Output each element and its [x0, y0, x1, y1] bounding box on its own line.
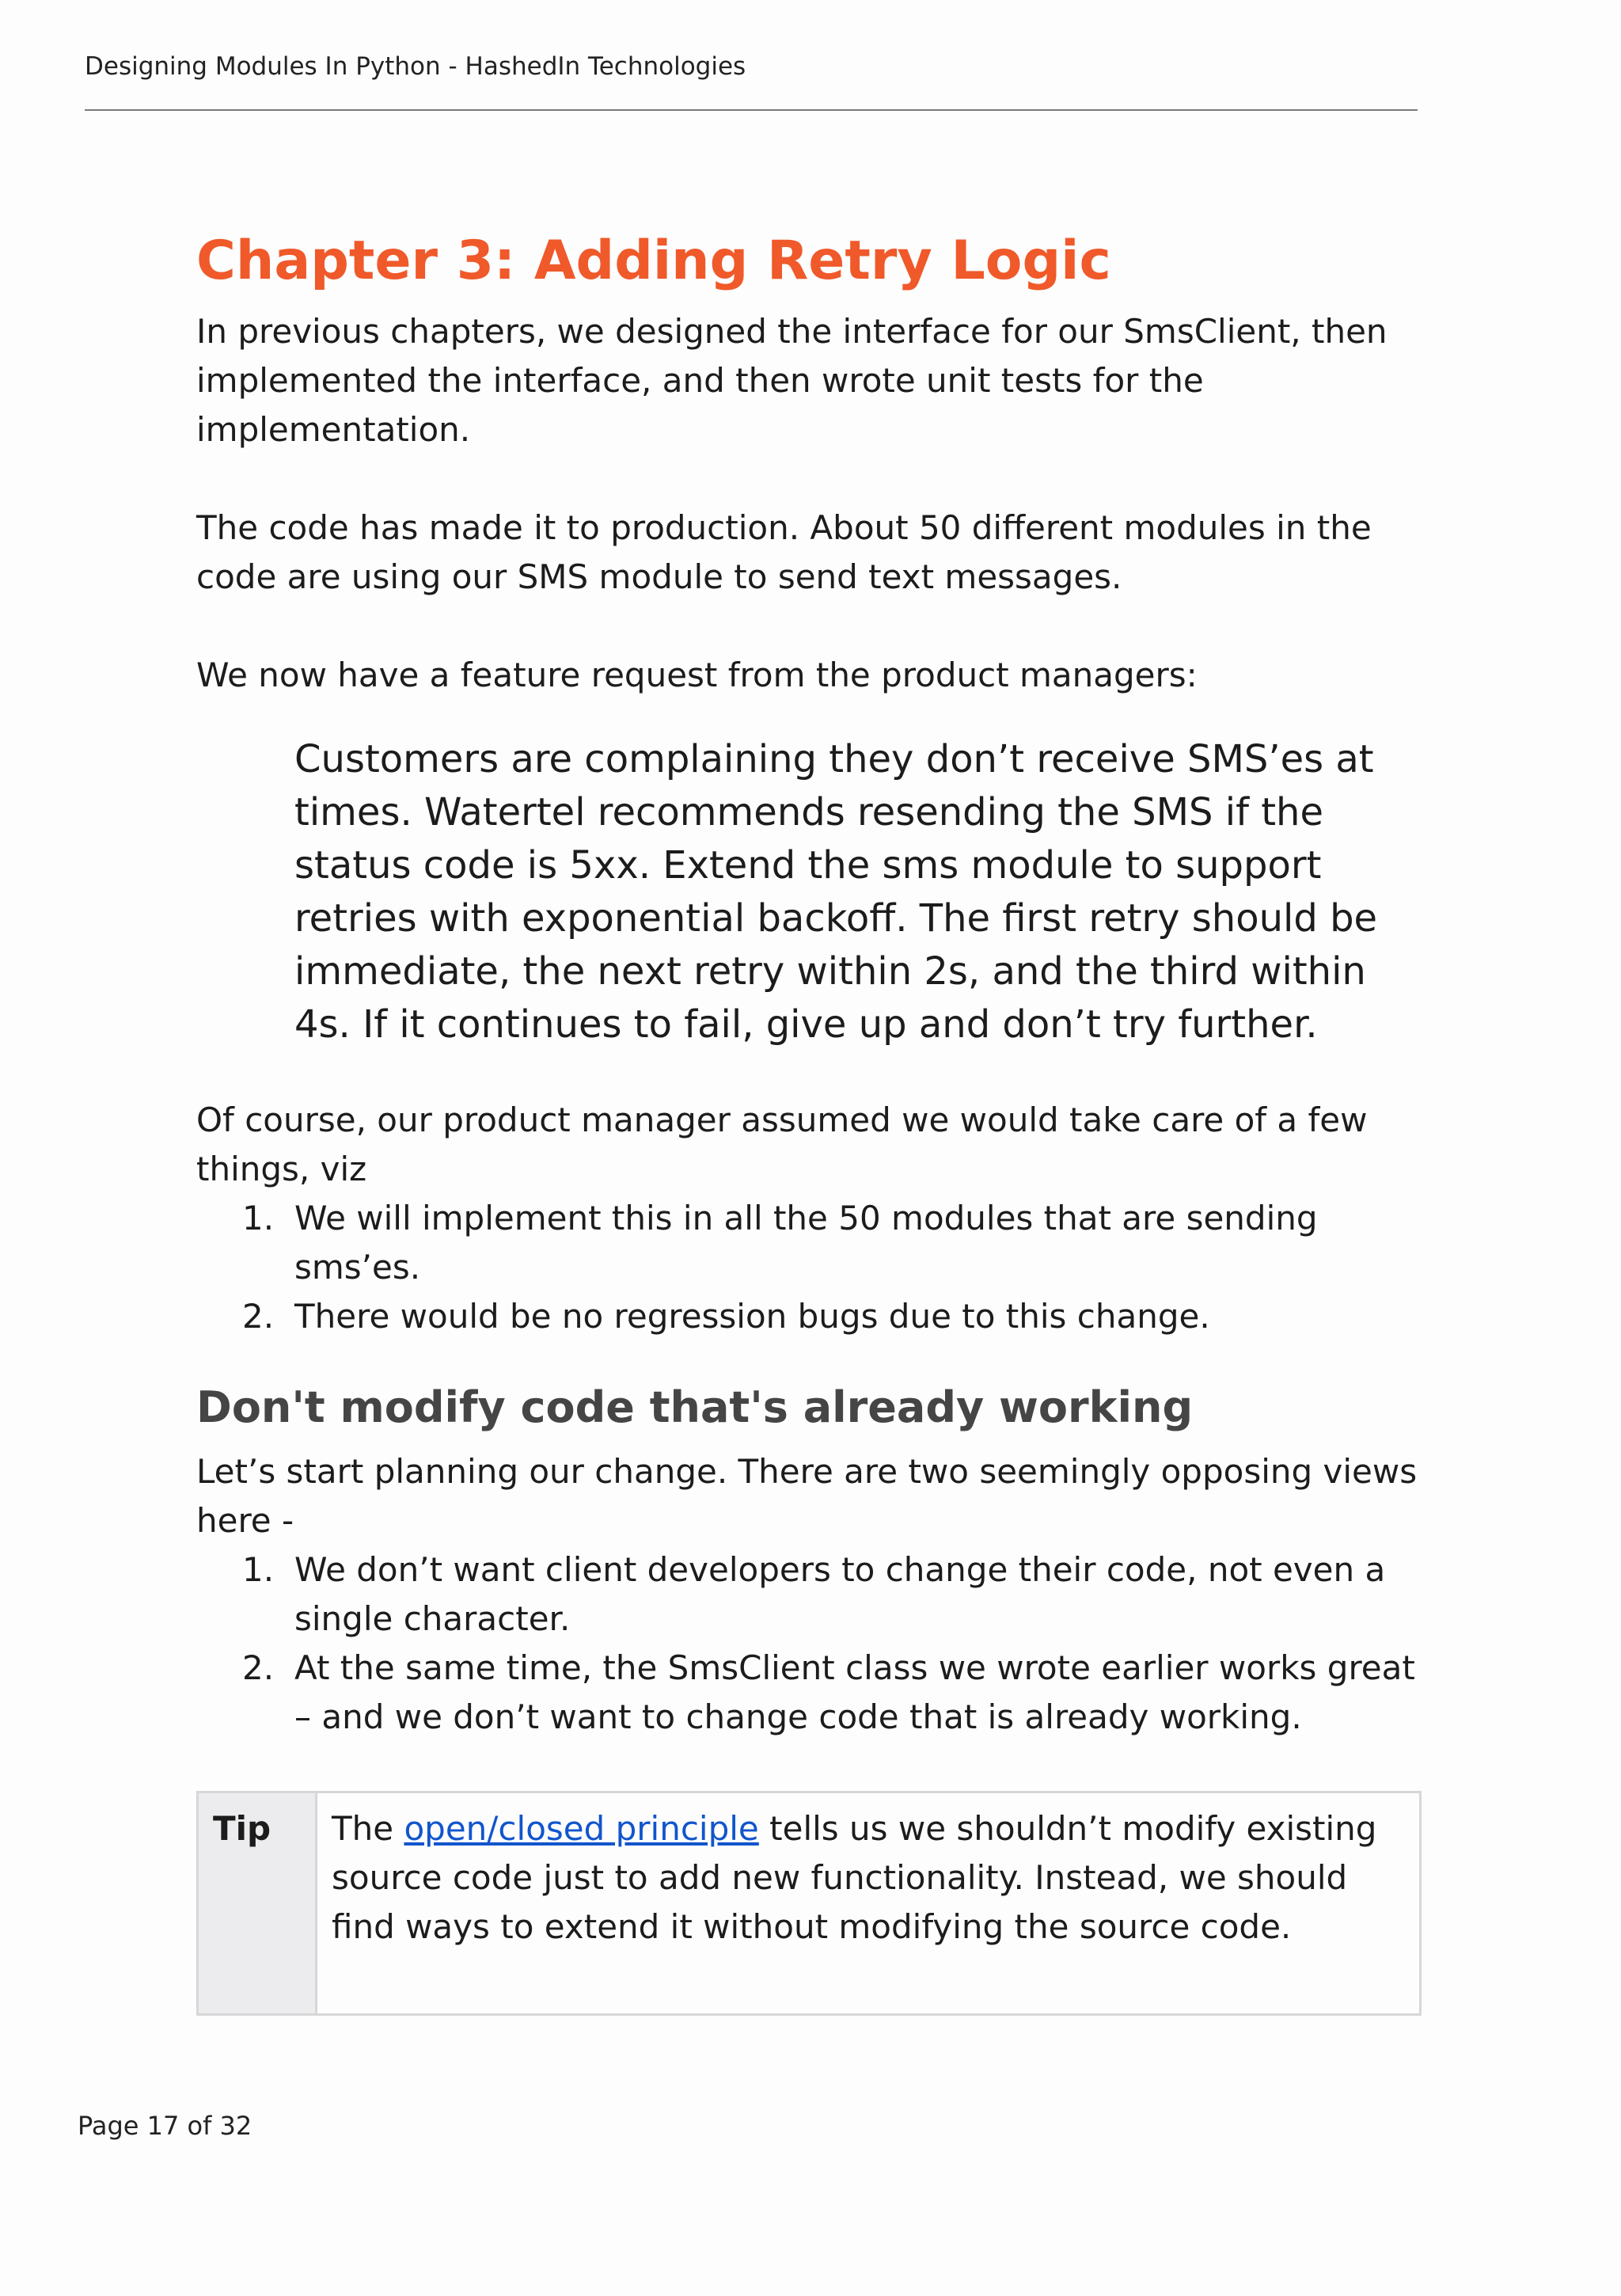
tip-text-before-link: The — [332, 1809, 404, 1848]
list-item-text: We don’t want client developers to change their code, not even a single character. — [294, 1550, 1386, 1638]
production-paragraph: The code has made it to production. About 50 different modules in the code are using our SMS module to send text messages. — [196, 508, 1372, 596]
list-item-text: There would be no regression bugs due to this change. — [294, 1297, 1210, 1336]
tip-label: Tip — [199, 1793, 317, 2013]
list-item — [196, 1194, 1431, 1292]
page-content — [196, 226, 1431, 2016]
feature-request-quote: Customers are complaining they don’t receive SMS’es at times. Watertel recommends resending the SMS if the status code is 5xx. Extend the sms module to support retries with exponential backoff. The first retry should be immediate, the next retry within 2s, and the third within 4s. If it continues to fail, give up and don’t try further. — [294, 737, 1378, 1047]
running-header-title: Designing Modules In Python - HashedIn Technologies — [85, 52, 746, 81]
intro-paragraph: In previous chapters, we designed the interface for our SmsClient, then implemented the interface, and then wrote unit tests for the implementation. — [196, 312, 1388, 449]
chapter-title: Chapter 3: Adding Retry Logic — [196, 230, 1111, 292]
section-heading: Don't modify code that's already working — [196, 1382, 1194, 1432]
tip-text — [317, 1793, 1419, 2013]
list-item — [196, 1292, 1431, 1341]
planning-paragraph: Let’s start planning our change. There are two seemingly opposing views here - — [196, 1452, 1418, 1540]
list-item — [196, 1644, 1431, 1742]
list-item-number: 1. — [242, 1550, 275, 1589]
list-item-number: 2. — [242, 1297, 275, 1336]
list-item-number: 1. — [242, 1199, 275, 1237]
list-item-text: At the same time, the SmsClient class we wrote earlier works great – and we don’t want to change code that is already working. — [294, 1648, 1415, 1736]
views-list — [196, 1545, 1431, 1742]
feature-request-intro: We now have a feature request from the product managers: — [196, 656, 1198, 694]
tip-text-after-link: tells us we shouldn’t modify existing source code just to add new functionality. Instead, we should find ways to extend it without modifying the source code. — [332, 1809, 1377, 1946]
list-item-text: We will implement this in all the 50 modules that are sending sms’es. — [294, 1199, 1318, 1287]
page-number: Page 17 of 32 — [78, 2111, 252, 2141]
assumptions-list — [196, 1194, 1431, 1341]
list-item-number: 2. — [242, 1648, 275, 1687]
open-closed-principle-link[interactable]: open/closed principle — [404, 1809, 759, 1848]
assumptions-intro: Of course, our product manager assumed we would take care of a few things, viz — [196, 1100, 1368, 1188]
tip-callout — [196, 1791, 1422, 2016]
list-item — [196, 1545, 1431, 1644]
header-divider — [85, 109, 1418, 111]
